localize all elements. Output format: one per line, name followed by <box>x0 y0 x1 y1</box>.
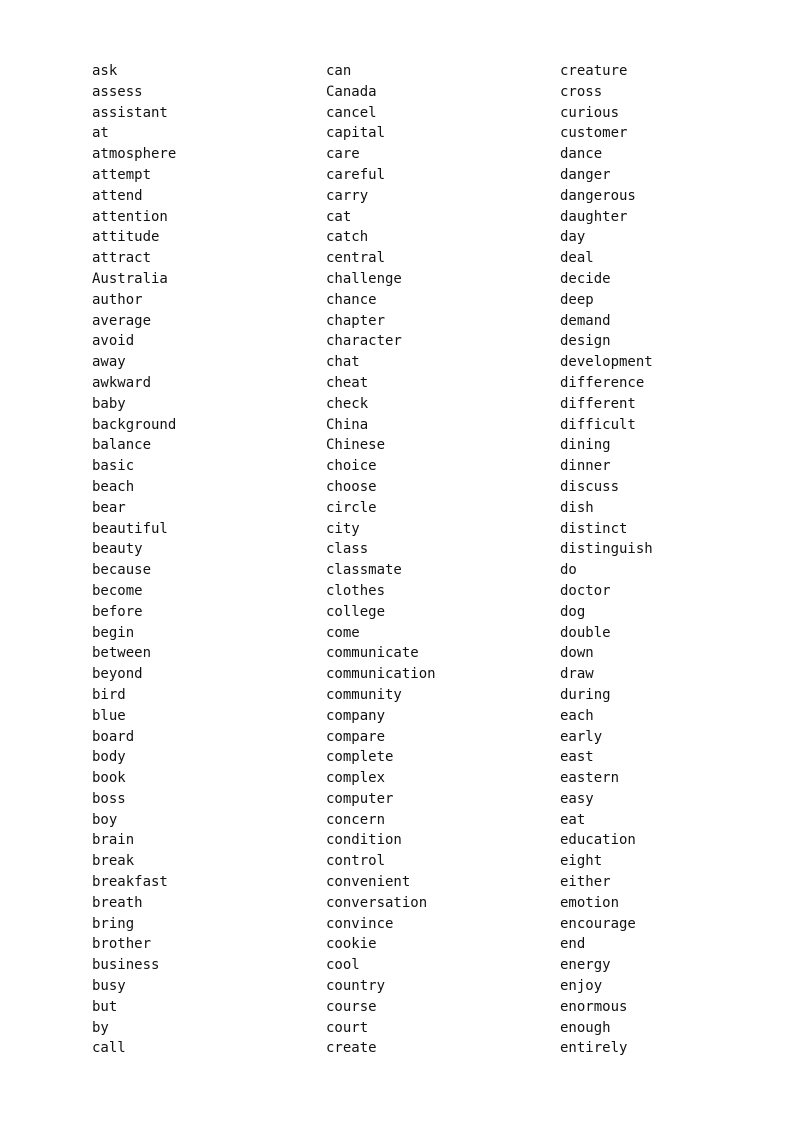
word-list-item: create <box>326 1040 377 1057</box>
word-list-item: character <box>326 333 402 350</box>
word-list-item: body <box>92 749 126 766</box>
word-list-item: before <box>92 603 143 620</box>
word-list-item: community <box>326 686 402 703</box>
word-list-item: creature <box>560 63 628 79</box>
word-list-item: call <box>92 1040 126 1057</box>
word-list-item: breakfast <box>92 874 168 891</box>
word-list-item: avoid <box>92 333 135 350</box>
word-list-item: chapter <box>326 312 386 329</box>
word-list-item: beach <box>92 478 135 495</box>
word-list-item: enough <box>560 1019 611 1036</box>
word-list-item: class <box>326 541 369 558</box>
word-list-item: demand <box>560 312 611 329</box>
word-list-item: but <box>92 998 118 1015</box>
word-list-item: difference <box>560 374 645 391</box>
word-list-item: compare <box>326 728 386 745</box>
word-list-item: decide <box>560 270 611 287</box>
word-list-item: draw <box>560 666 594 683</box>
word-list-item: cat <box>326 208 352 225</box>
word-list-item: beyond <box>92 666 143 683</box>
word-list-item: danger <box>560 166 611 183</box>
word-list-item: can <box>326 63 352 79</box>
word-list-item: convince <box>326 915 394 932</box>
word-list-item: cookie <box>326 936 377 953</box>
word-list-item: dining <box>560 437 611 454</box>
word-list-item: college <box>326 603 386 620</box>
word-list-item: breath <box>92 894 143 911</box>
word-list-item: early <box>560 728 603 745</box>
word-list-item: by <box>92 1019 109 1036</box>
word-list-item: course <box>326 998 377 1015</box>
word-list-item: distinguish <box>560 541 653 558</box>
word-list-item: education <box>560 832 636 849</box>
word-list-item: deal <box>560 250 594 267</box>
word-list-item: complex <box>326 770 386 787</box>
word-list-item: at <box>92 125 109 142</box>
word-list-item: customer <box>560 125 628 142</box>
word-list-item: dinner <box>560 458 611 475</box>
word-list-item: catch <box>326 229 369 246</box>
word-list-item: clothes <box>326 582 386 599</box>
word-list-item: either <box>560 874 611 891</box>
word-list-item: ask <box>92 63 118 79</box>
word-list-item: encourage <box>560 915 636 932</box>
word-list-item: atmosphere <box>92 146 177 163</box>
word-column-1 <box>92 61 176 1059</box>
word-list-item: careful <box>326 166 386 183</box>
word-list-item: boss <box>92 790 126 807</box>
word-list-item: control <box>326 853 386 870</box>
word-list-item: bear <box>92 499 126 516</box>
word-list-item: central <box>326 250 386 267</box>
word-list-item: distinct <box>560 520 628 537</box>
word-list-item: difficult <box>560 416 636 433</box>
word-list-item: eat <box>560 811 586 828</box>
word-list-item: chance <box>326 291 377 308</box>
word-list-item: enjoy <box>560 978 603 995</box>
word-list-item: begin <box>92 624 135 641</box>
word-list-item: energy <box>560 957 611 974</box>
word-list-item: brain <box>92 832 135 849</box>
word-list-item: beautiful <box>92 520 168 537</box>
word-list-item: communication <box>326 666 436 683</box>
word-list-item: choose <box>326 478 377 495</box>
word-list-item: dangerous <box>560 187 636 204</box>
word-list-item: attract <box>92 250 152 267</box>
word-list-item: enormous <box>560 998 628 1015</box>
word-list-item: average <box>92 312 152 329</box>
word-list-item: end <box>560 936 586 953</box>
word-list-item: dish <box>560 499 594 516</box>
word-list-item: carry <box>326 187 369 204</box>
word-list-item: conversation <box>326 894 428 911</box>
word-list-item: come <box>326 624 360 641</box>
word-list-item: convenient <box>326 874 411 891</box>
word-list-item: down <box>560 645 594 662</box>
word-list-item: cross <box>560 83 603 100</box>
word-list-item: deep <box>560 291 594 308</box>
word-list-item: different <box>560 395 636 412</box>
word-list-item: blue <box>92 707 126 724</box>
word-list-item: complete <box>326 749 394 766</box>
word-list-item: Australia <box>92 270 168 287</box>
word-list-item: business <box>92 957 160 974</box>
word-list-item: do <box>560 562 577 579</box>
word-list-item: check <box>326 395 369 412</box>
word-list-item: capital <box>326 125 386 142</box>
word-list-item: challenge <box>326 270 402 287</box>
word-list-item: break <box>92 853 135 870</box>
word-list-item: away <box>92 354 126 371</box>
word-list-item: awkward <box>92 374 152 391</box>
word-list-item: each <box>560 707 594 724</box>
word-column-3 <box>560 61 653 1059</box>
word-list-item: country <box>326 978 386 995</box>
word-list-item: discuss <box>560 478 620 495</box>
word-list-item: computer <box>326 790 394 807</box>
word-list-item: entirely <box>560 1040 628 1057</box>
word-list-item: basic <box>92 458 135 475</box>
word-list-item: east <box>560 749 594 766</box>
word-list-item: court <box>326 1019 369 1036</box>
word-list-item: board <box>92 728 135 745</box>
word-list-item: author <box>92 291 143 308</box>
word-list-item: cool <box>326 957 360 974</box>
word-list-item: Chinese <box>326 437 386 454</box>
word-list-item: care <box>326 146 360 163</box>
word-list-item: background <box>92 416 177 433</box>
word-list-item: choice <box>326 458 377 475</box>
word-list-item: China <box>326 416 369 433</box>
word-list-item: chat <box>326 354 360 371</box>
word-list-item: because <box>92 562 152 579</box>
word-list-item: circle <box>326 499 377 516</box>
word-list-item: attitude <box>92 229 160 246</box>
word-list-item: double <box>560 624 611 641</box>
word-list-item: become <box>92 582 143 599</box>
word-list-item: beauty <box>92 541 143 558</box>
word-list-item: attention <box>92 208 168 225</box>
word-list-item: balance <box>92 437 152 454</box>
word-list-item: assess <box>92 83 143 100</box>
word-list-item: condition <box>326 832 402 849</box>
word-list-item: busy <box>92 978 126 995</box>
word-list-item: brother <box>92 936 152 953</box>
word-list-item: bird <box>92 686 126 703</box>
word-list-item: emotion <box>560 894 620 911</box>
word-list-item: book <box>92 770 126 787</box>
word-list-item: Canada <box>326 83 377 100</box>
word-list-item: company <box>326 707 386 724</box>
word-list-item: dance <box>560 146 603 163</box>
word-list-item: between <box>92 645 152 662</box>
word-list-item: design <box>560 333 611 350</box>
word-list-item: bring <box>92 915 135 932</box>
word-list-item: classmate <box>326 562 402 579</box>
word-list-item: daughter <box>560 208 628 225</box>
word-list-item: attempt <box>92 166 152 183</box>
word-list-item: cancel <box>326 104 377 121</box>
word-list-item: doctor <box>560 582 611 599</box>
word-list-item: curious <box>560 104 620 121</box>
word-list-item: easy <box>560 790 594 807</box>
word-list-item: communicate <box>326 645 419 662</box>
word-list-item: eight <box>560 853 603 870</box>
word-list-item: dog <box>560 603 586 620</box>
word-list-item: assistant <box>92 104 168 121</box>
word-list-item: city <box>326 520 360 537</box>
word-list-item: development <box>560 354 653 371</box>
word-list-item: attend <box>92 187 143 204</box>
word-list-item: boy <box>92 811 118 828</box>
word-list-item: baby <box>92 395 126 412</box>
word-column-2 <box>326 61 436 1059</box>
word-list-item: during <box>560 686 611 703</box>
word-list-item: concern <box>326 811 386 828</box>
word-list-item: cheat <box>326 374 369 391</box>
word-list-item: eastern <box>560 770 620 787</box>
word-list-item: day <box>560 229 586 246</box>
